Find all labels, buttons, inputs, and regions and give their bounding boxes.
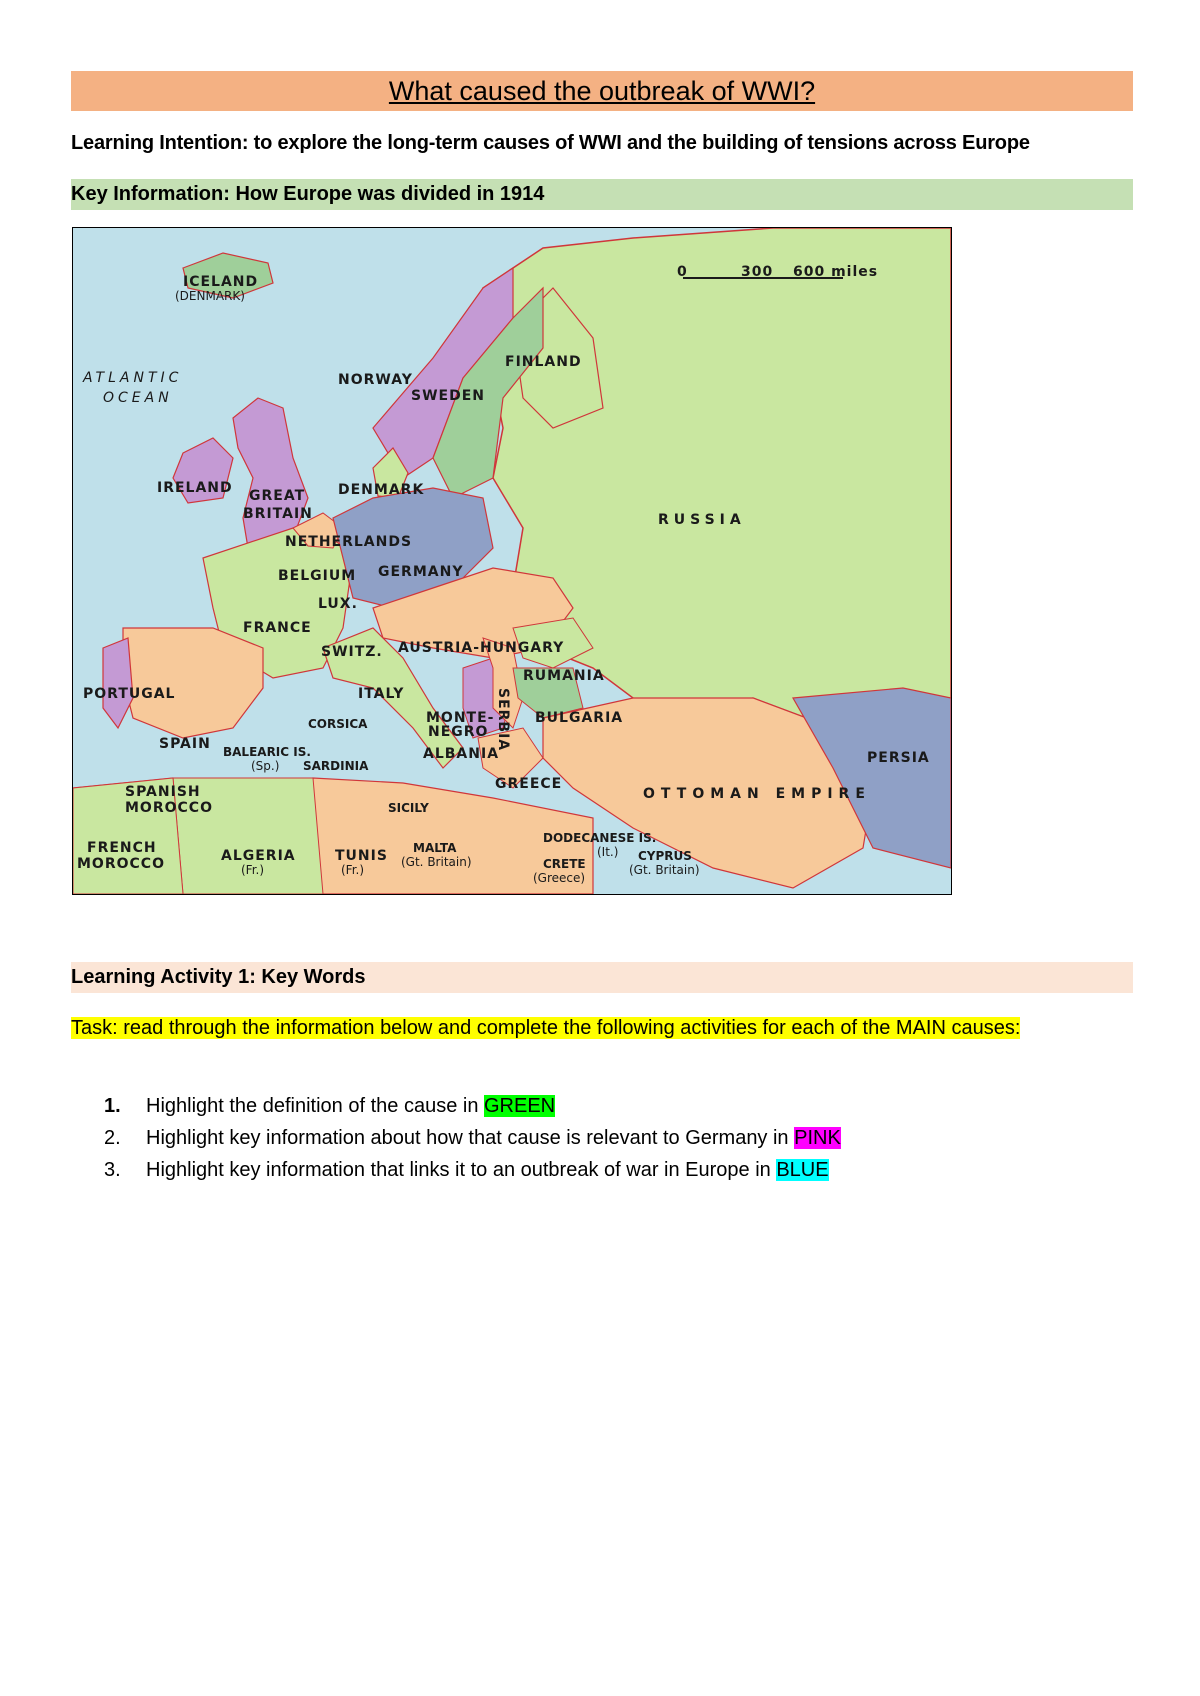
label-france: FRANCE [243, 620, 312, 636]
label-italy: ITALY [358, 686, 405, 702]
label-spain: SPAIN [159, 736, 211, 752]
label-persia: PERSIA [867, 750, 930, 766]
list-item [104, 1090, 841, 1122]
step-number: 2. [104, 1127, 121, 1149]
page-title: What caused the outbreak of WWI? [388, 76, 816, 106]
europe-1914-map [72, 227, 952, 895]
label-cyprus: CYPRUS [638, 849, 692, 863]
scale-mid: 300 [741, 264, 774, 280]
list-item [104, 1122, 841, 1154]
label-bulgaria: BULGARIA [535, 710, 624, 726]
label-french: FRENCH [87, 840, 157, 856]
label-dodecanese-note: (It.) [597, 845, 619, 859]
label-spanish: SPANISH [125, 784, 201, 800]
label-malta-note: (Gt. Britain) [401, 855, 472, 869]
label-great: GREAT [249, 488, 306, 504]
step-text: Highlight the definition of the cause in [146, 1095, 484, 1117]
label-malta: MALTA [413, 841, 457, 855]
label-finland: FINLAND [505, 354, 582, 370]
learning-intention: Learning Intention: to explore the long-term causes of WWI and the building of tensions across Europe [71, 132, 1030, 154]
label-cyprus-note: (Gt. Britain) [629, 863, 700, 877]
label-greece: GREECE [495, 776, 563, 792]
label-denmark: DENMARK [338, 482, 425, 498]
activity-heading: Learning Activity 1: Key Words [71, 962, 1133, 993]
label-algeria-note: (Fr.) [241, 863, 265, 877]
task-text: Task: read through the information below and complete the following activities for each of the MAIN causes: [71, 1017, 1021, 1039]
label-atlantic-2: OCEAN [103, 390, 173, 406]
label-lux: LUX. [318, 596, 358, 612]
label-french-morocco: MOROCCO [77, 856, 165, 872]
title-bar [71, 71, 1133, 111]
label-crete: CRETE [543, 857, 586, 871]
highlight-green: GREEN [484, 1095, 556, 1117]
label-ireland: IRELAND [157, 480, 233, 496]
list-item [104, 1154, 841, 1186]
label-serbia: SERBIA [495, 688, 511, 752]
label-tunis: TUNIS [335, 848, 388, 864]
label-austria-hungary: AUSTRIA-HUNGARY [398, 640, 565, 656]
label-rumania: RUMANIA [523, 668, 605, 684]
label-atlantic-1: ATLANTIC [83, 370, 183, 386]
highlight-blue: BLUE [776, 1159, 829, 1181]
label-crete-note: (Greece) [533, 871, 586, 885]
label-tunis-note: (Fr.) [341, 863, 365, 877]
step-text: Highlight key information about how that cause is relevant to Germany in [146, 1127, 795, 1149]
label-morocco: MOROCCO [125, 800, 213, 816]
label-portugal: PORTUGAL [83, 686, 176, 702]
step-number: 3. [104, 1159, 121, 1181]
task-instructions [71, 1012, 1151, 1044]
label-germany: GERMANY [378, 564, 464, 580]
label-switz: SWITZ. [321, 644, 383, 660]
label-belgium: BELGIUM [278, 568, 357, 584]
step-text: Highlight key information that links it to an outbreak of war in Europe in [146, 1159, 777, 1181]
label-balearic: BALEARIC IS. [223, 745, 311, 759]
steps-list [104, 1090, 841, 1186]
label-corsica: CORSICA [308, 717, 368, 731]
label-sweden: SWEDEN [411, 388, 485, 404]
label-norway: NORWAY [338, 372, 413, 388]
label-ottoman: OTTOMAN EMPIRE [643, 786, 871, 802]
label-sardinia: SARDINIA [303, 759, 369, 773]
label-negro: NEGRO [428, 724, 489, 740]
label-dodecanese: DODECANESE IS. [543, 831, 657, 845]
label-russia: RUSSIA [658, 512, 746, 528]
scale-zero: 0 [677, 264, 688, 280]
label-britain: BRITAIN [243, 506, 313, 522]
key-information-heading: Key Information: How Europe was divided in 1914 [71, 179, 1133, 210]
label-iceland: ICELAND [183, 274, 259, 290]
label-netherlands: NETHERLANDS [285, 534, 413, 550]
label-albania: ALBANIA [423, 746, 500, 762]
highlight-pink: PINK [794, 1127, 841, 1149]
map-svg [73, 228, 951, 894]
label-balearic-note: (Sp.) [251, 759, 280, 773]
label-sicily: SICILY [388, 801, 429, 815]
step-number: 1. [104, 1095, 121, 1117]
label-algeria: ALGERIA [221, 848, 296, 864]
label-iceland-note: (DENMARK) [175, 289, 245, 303]
scale-end: 600 miles [793, 264, 879, 280]
label-monte: MONTE- [426, 710, 495, 726]
